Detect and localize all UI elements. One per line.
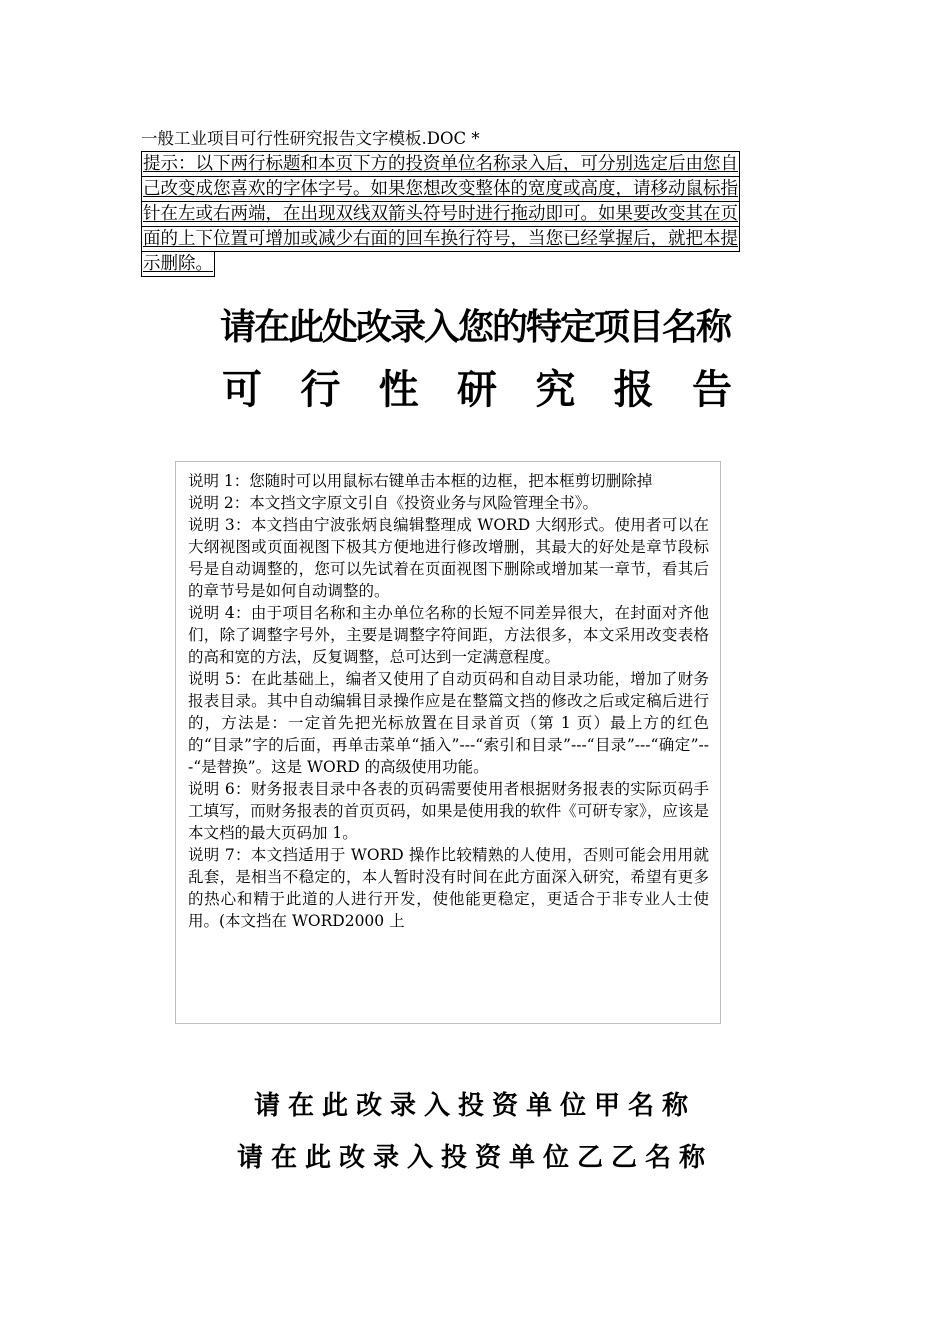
note-paragraph: 说明 1：您随时可以用鼠标右键单击本框的边框，把本框剪切删除掉: [188, 472, 653, 490]
report-title[interactable]: [222, 362, 732, 418]
hint-line: 己改变成您喜欢的字体字号。如果您想改变整体的宽度或高度，请移动鼠标指: [141, 176, 740, 202]
report-title-char: 可: [222, 367, 262, 413]
note-paragraph: 说明 5：在此基础上，编者又使用了自动页码和自动目录功能，增加了财务报表目录。其中自动编辑目录操作应是在整篇文挡的修改之后或定稿后进行的，方法是：一定首先把光标放置在目录首页（第 1 页）最上方的红色的“目录”字的后面，再单击菜单“插入”---“索引和目录”---“目录”---“确定”---“是替换”。这是 WORD 的高级使用功能。: [188, 670, 709, 776]
hint-line: 示删除。: [141, 251, 215, 277]
report-title-char: 行: [300, 367, 341, 413]
investor-a-name[interactable]: 请在此改录入投资单位甲名称: [253, 1091, 696, 1121]
file-title: 一般工业项目可行性研究报告文字模板.DOC *: [141, 129, 480, 148]
investor-b-name[interactable]: 请在此改录入投资单位乙乙名称: [236, 1143, 713, 1173]
report-title-char: 告: [691, 367, 732, 413]
note-paragraph: 说明 7：本文挡适用于 WORD 操作比较精熟的人使用，否则可能会用用就乱套，是相当不稳定的，本人暂时没有时间在此方面深入研究，希望有更多的热心和精于此道的人进行开发，使他能更稳定，更适合于非专业人士使用。(本文挡在 WORD2000 上: [188, 846, 709, 930]
project-name-title[interactable]: 请在此处改录入您的特定项目名称: [219, 307, 730, 348]
notes-text-box[interactable]: [175, 461, 721, 1024]
hint-line: 面的上下位置可增加或减少右面的回车换行符号，当您已经掌握后，就把本提: [141, 226, 740, 252]
report-title-char: 研: [456, 367, 497, 413]
note-paragraph: 说明 4：由于项目名称和主办单位名称的长短不同差异很大，在封面对齐他们，除了调整字号外，主要是调整字符间距，方法很多，本文采用改变表格的高和宽的方法，反复调整，总可达到一定满意程度。: [188, 604, 709, 666]
note-paragraph: 说明 2：本文挡文字原文引自《投资业务与风险管理全书》。: [188, 494, 599, 512]
note-paragraph: 说明 6：财务报表目录中各表的页码需要使用者根据财务报表的实际页码手工填写，而财务报表的首页页码，如果是使用我的软件《可研专家》，应该是本文档的最大页码加 1。: [188, 780, 709, 842]
report-title-char: 报: [613, 367, 654, 413]
note-paragraph: 说明 3：本文挡由宁波张炳良编辑整理成 WORD 大纲形式。使用者可以在大纲视图或页面视图下极其方便地进行修改增删，其最大的好处是章节段标号是自动调整的，您可以先试着在页面视图下删除或增加某一章节，看其后的章节号是如何自动调整的。: [188, 516, 709, 600]
report-title-char: 性: [378, 367, 419, 413]
hint-line: 提示：以下两行标题和本页下方的投资单位名称录入后，可分别选定后由您自: [141, 151, 740, 177]
hint-box[interactable]: [141, 152, 813, 277]
hint-line: 针在左或右两端，在出现双线双箭头符号时进行拖动即可。如果要改变其在页: [141, 201, 740, 227]
report-title-char: 究: [535, 367, 576, 413]
